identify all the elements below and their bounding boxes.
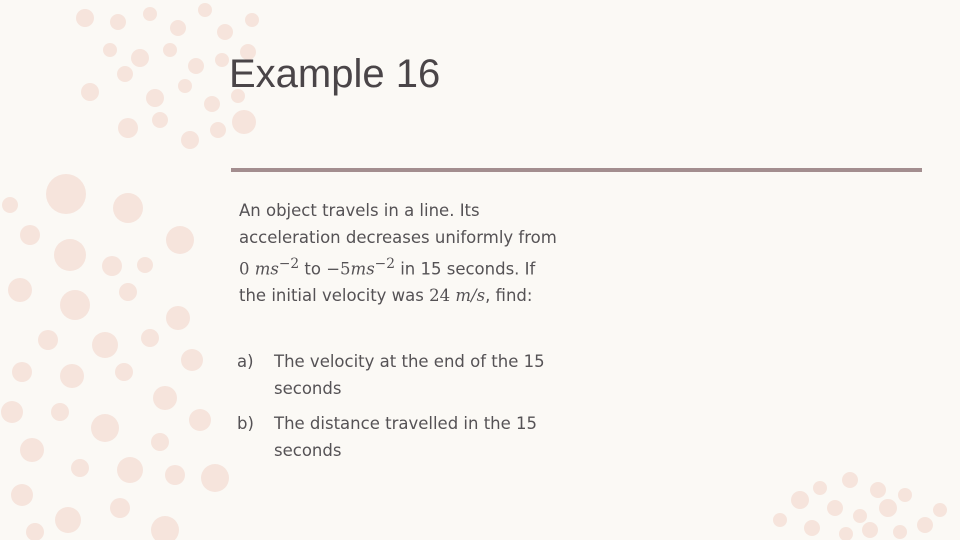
decorative-dot (198, 3, 212, 17)
decorative-dot (827, 500, 843, 516)
decorative-dot (879, 499, 897, 517)
decorative-dot (110, 498, 130, 518)
decorative-dot (181, 349, 203, 371)
acceleration-unit-2: ms (350, 259, 375, 279)
decorative-dot (245, 13, 259, 27)
duration-text: in 15 seconds. If (394, 259, 536, 279)
problem-line-1: An object travels in a line. Its (239, 201, 480, 220)
decorative-dot (118, 118, 138, 138)
velocity-prefix: the initial velocity was (239, 286, 430, 305)
decorative-dot (842, 472, 858, 488)
problem-line-2: acceleration decreases uniformly from (239, 227, 557, 247)
part-b-label: b) (237, 414, 254, 433)
decorative-dot (862, 522, 878, 538)
decorative-dot (54, 239, 86, 271)
decorative-dot (853, 509, 867, 523)
acceleration-unit-1: ms (254, 259, 279, 279)
problem-statement (239, 198, 569, 310)
decorative-dot (152, 112, 168, 128)
problem-line-4 (239, 283, 569, 310)
decorative-dot (26, 523, 44, 540)
decorative-dot (131, 49, 149, 67)
decorative-dot (898, 488, 912, 502)
part-a-label: a) (237, 352, 254, 371)
decorative-dot (870, 482, 886, 498)
decorative-dot (204, 96, 220, 112)
decorative-dot (113, 193, 143, 223)
decorative-dot (102, 256, 122, 276)
decorative-dot (143, 7, 157, 21)
acceleration-exponent-2: −2 (374, 256, 395, 272)
decorative-dot (115, 363, 133, 381)
decorative-dot (103, 43, 117, 57)
decorative-dot (110, 14, 126, 30)
decorative-dot (188, 58, 204, 74)
decorative-dot (51, 403, 69, 421)
decorative-dot (141, 329, 159, 347)
decorative-dot (71, 459, 89, 477)
decorative-dot (232, 110, 256, 134)
part-a-text (274, 348, 564, 402)
decorative-dot (166, 226, 194, 254)
decorative-dot (137, 257, 153, 273)
decorative-dot (217, 24, 233, 40)
decorative-dot (813, 481, 827, 495)
decorative-dot (20, 225, 40, 245)
decorative-dot (839, 527, 853, 540)
decorative-dot (153, 386, 177, 410)
part-a-line-2: seconds (274, 379, 342, 398)
decorative-dot (92, 332, 118, 358)
decorative-dot (215, 53, 229, 67)
title-divider (231, 168, 922, 172)
decorative-dot (81, 83, 99, 101)
decorative-dot (170, 20, 186, 36)
decorative-dot (210, 122, 226, 138)
acceleration-exponent-1: −2 (278, 256, 300, 272)
decorative-dot (12, 362, 32, 382)
decorative-dot (201, 464, 229, 492)
decorative-dot (46, 174, 86, 214)
decorative-dot (791, 491, 809, 509)
decorative-dot (804, 520, 820, 536)
decorative-dot (117, 457, 143, 483)
decorative-dot (151, 433, 169, 451)
decorative-dot (119, 283, 137, 301)
decorative-dot (189, 409, 211, 431)
part-b-line-1: The distance travelled in the 15 (274, 414, 538, 433)
velocity-unit: m/s (455, 286, 486, 305)
part-b-text (274, 410, 564, 464)
slide-title: Example 16 (229, 52, 441, 96)
decorative-dot (933, 503, 947, 517)
to-word: to (299, 259, 327, 279)
decorative-dot (893, 525, 907, 539)
decorative-dot (163, 43, 177, 57)
problem-line-3 (239, 251, 569, 283)
decorative-dot (165, 465, 185, 485)
decorative-dot (917, 517, 933, 533)
decorative-dot (11, 484, 33, 506)
decorative-dot (181, 131, 199, 149)
decorative-dot (8, 278, 32, 302)
decorative-dot (38, 330, 58, 350)
decorative-dot (55, 507, 81, 533)
decorative-dot (60, 364, 84, 388)
part-b-line-2: seconds (274, 441, 342, 460)
decorative-dot (76, 9, 94, 27)
final-acceleration-value: −5 (326, 259, 351, 279)
initial-acceleration-value: 0 (239, 259, 250, 279)
decorative-dot (773, 513, 787, 527)
decorative-dot (117, 66, 133, 82)
decorative-dot (146, 89, 164, 107)
decorative-dot (178, 79, 192, 93)
decorative-dot (91, 414, 119, 442)
decorative-dot (20, 438, 44, 462)
velocity-suffix: , find: (485, 286, 533, 305)
decorative-dot (166, 306, 190, 330)
decorative-dot (151, 516, 179, 540)
decorative-dot (1, 401, 23, 423)
decorative-dot (60, 290, 90, 320)
decorative-dot (2, 197, 18, 213)
part-a-line-1: The velocity at the end of the 15 (274, 352, 545, 371)
initial-velocity-value: 24 (429, 286, 456, 305)
